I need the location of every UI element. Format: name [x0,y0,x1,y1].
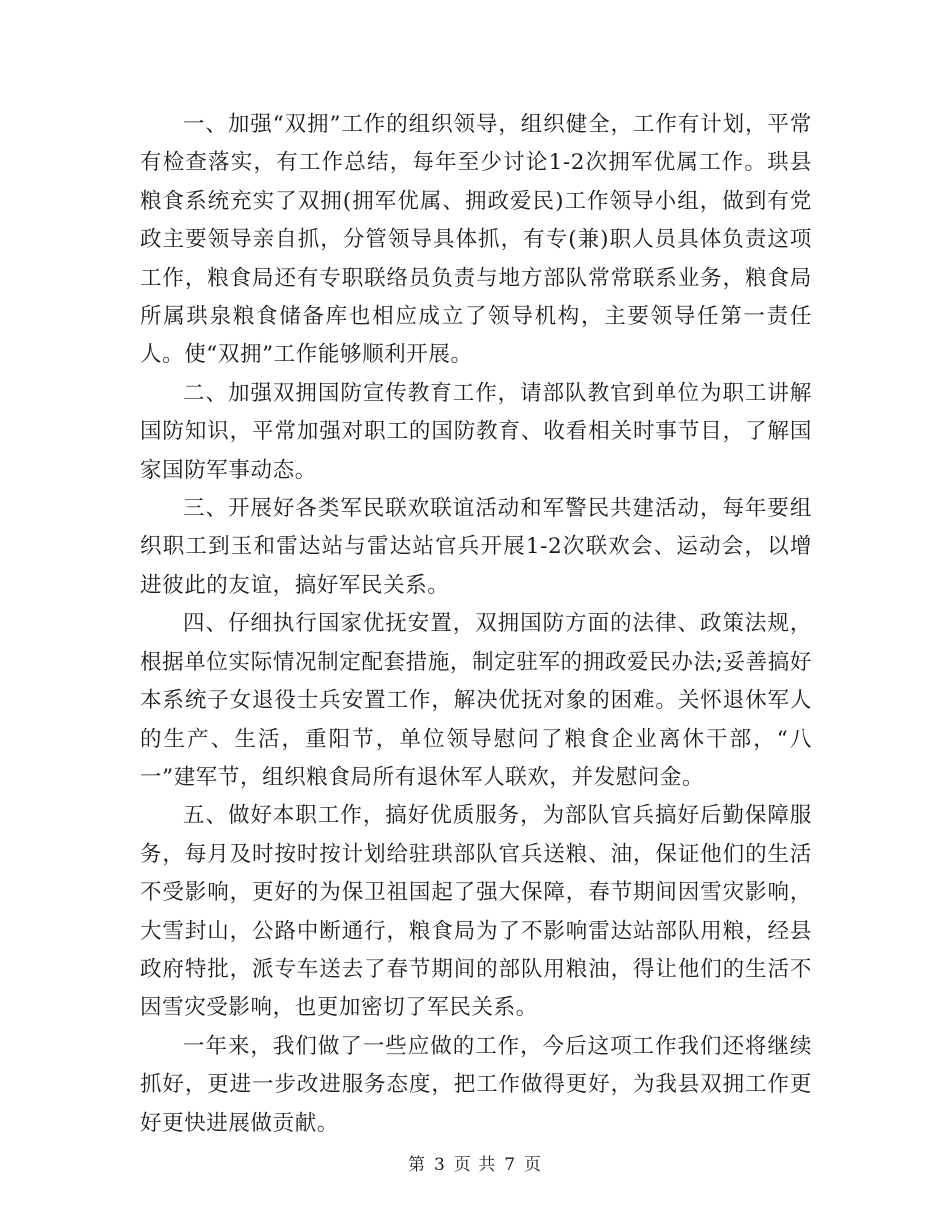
document-body [140,106,812,1143]
footer-total-pages: 7 [504,1155,517,1175]
paragraph-5: 五、做好本职工作，搞好优质服务，为部队官兵搞好后勤保障服务，每月及时按时按计划给驻珙部队官兵送粮、油，保证他们的生活不受影响，更好的为保卫祖国起了强大保障，春节期间因雪灾影响，大雪封山，公路中断通行，粮食局为了不影响雷达站部队用粮，经县政府特批，派专车送去了春节期间的部队用粮油，得让他们的生活不因雪灾受影响，也更加密切了军民关系。 [140,803,812,1021]
page-footer [0,1150,950,1175]
footer-suffix: 页 [524,1155,543,1175]
paragraph-1: 一、加强“双拥”工作的组织领导，组织健全，工作有计划，平常有检查落实，有工作总结，每年至少讨论1-2次拥军优属工作。珙县粮食系统充实了双拥(拥军优属、拥政爱民)工作领导小组，做到有党政主要领导亲自抓，分管领导具体抓，有专(兼)职人员具体负责这项工作，粮食局还有专职联络员负责与地方部队常常联系业务，粮食局所属珙泉粮食储备库也相应成立了领导机构，主要领导任第一责任人。使“双拥”工作能够顺利开展。 [140,112,812,368]
footer-current-page: 3 [433,1155,446,1175]
paragraph-6: 一年来，我们做了一些应做的工作，今后这项工作我们还将继续抓好，更进一步改进服务态度，把工作做得更好，为我县双拥工作更好更快进展做贡献。 [140,1033,812,1136]
paragraph-3: 三、开展好各类军民联欢联谊活动和军警民共建活动，每年要组织职工到玉和雷达站与雷达站官兵开展1-2次联欢会、运动会，以增进彼此的友谊，搞好军民关系。 [140,496,812,598]
paragraph-4: 四、仔细执行国家优抚安置，双拥国防方面的法律、政策法规，根据单位实际情况制定配套措施，制定驻军的拥政爱民办法;妥善搞好本系统子女退役士兵安置工作，解决优抚对象的困难。关怀退休军人的生产、生活，重阳节，单位领导慰问了粮食企业离休干部，“八一”建军节，组织粮食局所有退休军人联欢，并发慰问金。 [140,611,812,790]
paragraph-2: 二、加强双拥国防宣传教育工作，请部队教官到单位为职工讲解国防知识，平常加强对职工的国防教育、收看相关时事节目，了解国家国防军事动态。 [140,380,812,483]
footer-prefix: 第 [407,1155,426,1175]
footer-middle: 页 共 [453,1155,497,1175]
